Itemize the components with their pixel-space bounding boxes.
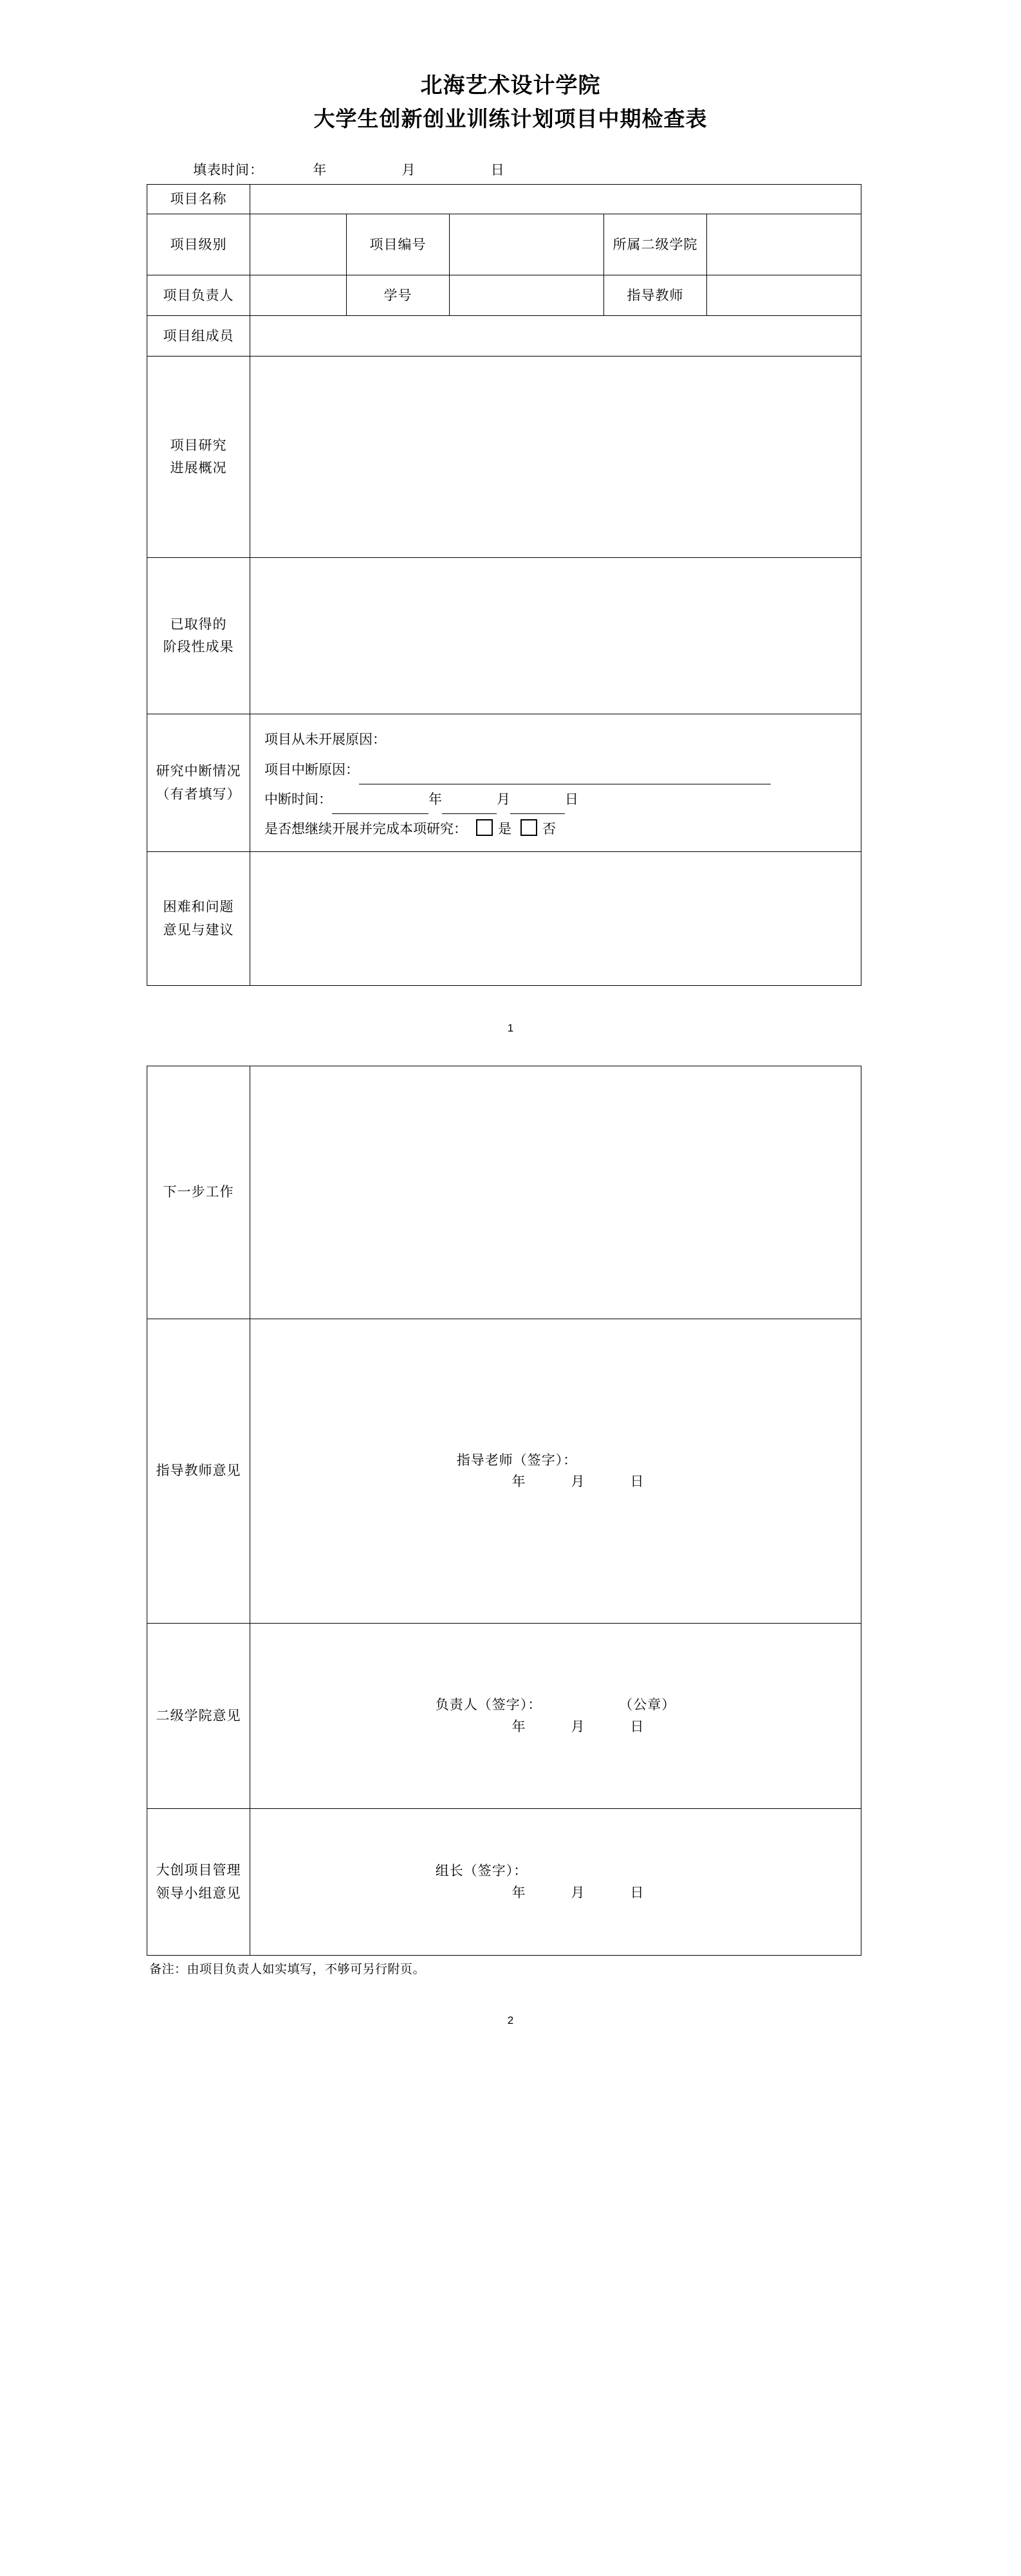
input-project-leader[interactable] (250, 275, 347, 316)
college-date-year: 年 (511, 1718, 526, 1734)
table-row-progress (147, 357, 861, 558)
label-stage-results-line1: 已取得的 (170, 616, 227, 632)
interrupt-date-row (264, 784, 852, 814)
page-2 (0, 1035, 1021, 2027)
label-research-progress-line2: 进展概况 (170, 460, 227, 476)
teacher-date-day: 日 (630, 1474, 645, 1490)
teacher-date-line (257, 1471, 854, 1493)
input-research-progress[interactable] (250, 357, 861, 558)
label-problems-line2: 意见与建议 (163, 922, 234, 938)
label-group-opinion-line2: 领导小组意见 (156, 1885, 241, 1901)
form-table-page2 (147, 1066, 861, 1956)
group-signature-label: 组长（签字）： (435, 1863, 528, 1879)
college-date-line (257, 1716, 854, 1738)
interrupt-continue-row (264, 814, 852, 844)
label-problems (147, 852, 250, 986)
group-date-year: 年 (511, 1884, 526, 1900)
interrupt-reason-input[interactable] (359, 768, 771, 784)
table-row-project-level (147, 214, 861, 275)
interrupt-reason-label: 项目中断原因： (264, 761, 359, 777)
school-name: 北海艺术设计学院 (420, 74, 601, 98)
label-college-opinion: 二级学院意见 (147, 1624, 250, 1809)
teacher-date-year: 年 (511, 1474, 526, 1490)
college-date-month: 月 (571, 1718, 585, 1734)
checkbox-no-label: 否 (542, 820, 556, 837)
interrupt-date-month: 月 (497, 791, 510, 807)
label-problems-line1: 困难和问题 (163, 898, 234, 914)
table-row-interrupt (147, 714, 861, 852)
label-group-opinion (147, 1809, 250, 1956)
college-signature-line (257, 1694, 854, 1716)
label-interrupt-line1: 研究中断情况 (156, 763, 241, 779)
page-number-1: 1 (507, 1022, 514, 1035)
checkbox-yes-label: 是 (498, 820, 511, 837)
label-stage-results-line2: 阶段性成果 (163, 639, 234, 655)
interrupt-details (250, 714, 861, 852)
college-signature-label: 负责人（签字）： (435, 1697, 542, 1713)
document-title-block (0, 69, 1021, 136)
label-project-level: 项目级别 (147, 214, 250, 275)
interrupt-date-label: 中断时间： (264, 791, 332, 807)
interrupt-date-day-input[interactable] (510, 798, 565, 814)
teacher-signature-line (257, 1450, 854, 1472)
label-research-progress (147, 357, 250, 558)
group-signature-line (257, 1860, 854, 1882)
label-members: 项目组成员 (147, 316, 250, 357)
interrupt-reason-row (264, 755, 852, 784)
label-supervisor: 指导教师 (604, 275, 707, 316)
input-project-name[interactable] (250, 184, 861, 214)
interrupt-date-month-input[interactable] (442, 798, 497, 814)
interrupt-continue-label: 是否想继续开展并完成本项研究： (264, 820, 467, 837)
label-student-id: 学号 (347, 275, 450, 316)
fill-date-row (0, 160, 1021, 179)
fill-date-month: 月 (401, 162, 416, 178)
fill-date-label: 填表时间： (193, 162, 264, 178)
label-next-steps: 下一步工作 (147, 1066, 250, 1319)
teacher-date-month: 月 (571, 1474, 585, 1490)
input-affiliated-college[interactable] (707, 214, 861, 275)
table-row-project-name (147, 184, 861, 214)
table-row-results (147, 558, 861, 714)
input-next-steps[interactable] (250, 1066, 861, 1319)
interrupt-date-year: 年 (428, 791, 442, 807)
teacher-signature-label: 指导老师（签字）： (456, 1452, 578, 1468)
form-table-page1 (147, 184, 861, 986)
college-date-day: 日 (630, 1718, 645, 1734)
input-members[interactable] (250, 316, 861, 357)
input-student-id[interactable] (450, 275, 604, 316)
group-date-month: 月 (571, 1884, 585, 1900)
input-supervisor[interactable] (707, 275, 861, 316)
table-row-group-opinion (147, 1809, 861, 1956)
fill-date-year: 年 (313, 162, 327, 178)
label-project-leader: 项目负责人 (147, 275, 250, 316)
label-interrupt (147, 714, 250, 852)
checkbox-yes[interactable] (476, 819, 493, 836)
table-row-members (147, 316, 861, 357)
group-date-line (257, 1882, 854, 1904)
input-teacher-opinion[interactable] (250, 1319, 861, 1624)
checkbox-no[interactable] (520, 819, 537, 836)
group-date-day: 日 (630, 1884, 645, 1900)
table-row-problems (147, 852, 861, 986)
label-group-opinion-line1: 大创项目管理 (156, 1862, 241, 1878)
input-problems[interactable] (250, 852, 861, 986)
page-number-2: 2 (507, 2014, 514, 2027)
table-row-teacher-opinion (147, 1319, 861, 1624)
label-teacher-opinion: 指导教师意见 (147, 1319, 250, 1624)
label-interrupt-line2: （有者填写） (156, 786, 241, 802)
college-seal-label: （公章） (619, 1697, 676, 1713)
input-college-opinion[interactable] (250, 1624, 861, 1809)
input-project-level[interactable] (250, 214, 347, 275)
interrupt-date-day: 日 (565, 791, 578, 807)
page-1 (0, 0, 1021, 1035)
table-row-next-steps (147, 1066, 861, 1319)
label-research-progress-line1: 项目研究 (170, 437, 227, 453)
page-title: 大学生创新创业训练计划项目中期检查表 (313, 107, 708, 131)
table-row-project-leader (147, 275, 861, 316)
label-project-name: 项目名称 (147, 184, 250, 214)
interrupt-never-started-row (264, 725, 852, 754)
label-project-code: 项目编号 (347, 214, 450, 275)
table-row-college-opinion (147, 1624, 861, 1809)
label-stage-results (147, 558, 250, 714)
fill-date-day: 日 (490, 162, 505, 178)
input-project-code[interactable] (450, 214, 604, 275)
interrupt-never-started-label: 项目从未开展原因： (264, 732, 386, 748)
label-affiliated-college: 所属二级学院 (604, 214, 707, 275)
interrupt-date-year-input[interactable] (332, 798, 428, 814)
footer-note: 备注：由项目负责人如实填写，不够可另行附页。 (149, 1963, 426, 1977)
input-stage-results[interactable] (250, 558, 861, 714)
input-group-opinion[interactable] (250, 1809, 861, 1956)
